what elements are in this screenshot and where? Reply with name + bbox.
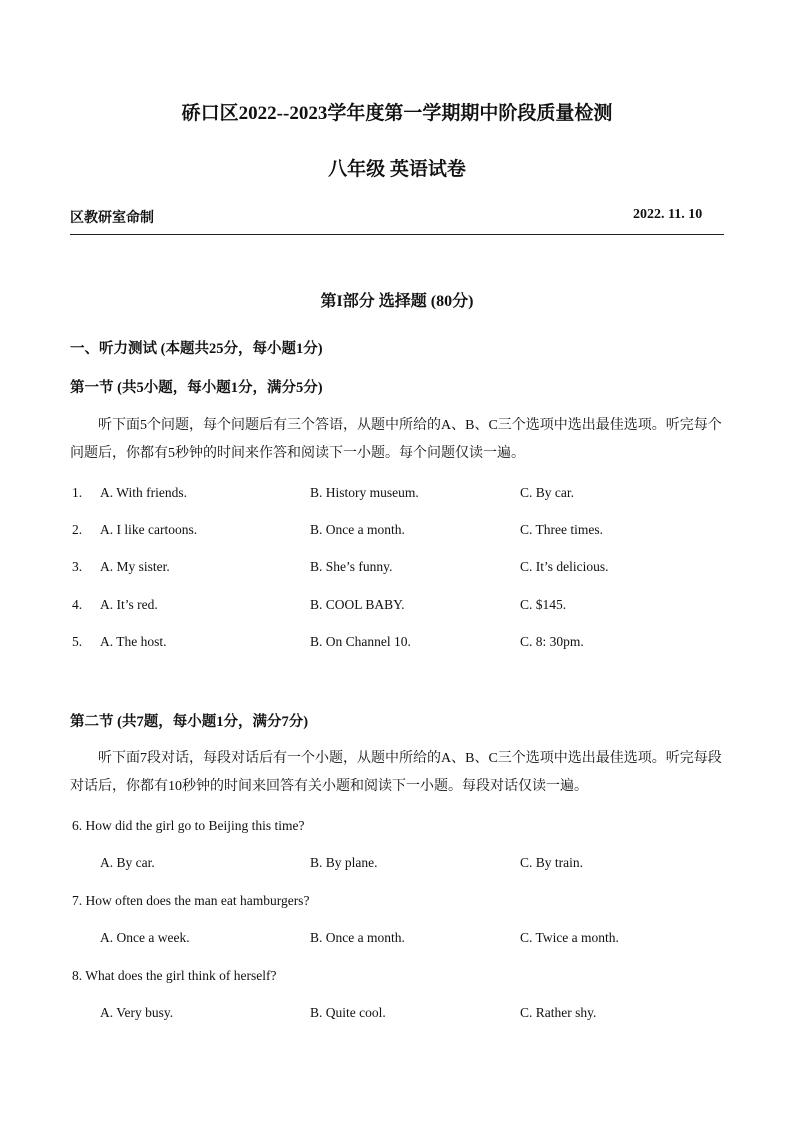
exam-subtitle: 八年级 英语试卷 [328,159,466,180]
option-a: A. My sister. [100,559,170,574]
option-c: C. Twice a month. [520,930,619,945]
option-b: B. Once a month. [310,930,405,945]
option-c: C. By train. [520,855,583,870]
option-b: B. Quite cool. [310,1005,386,1020]
subsection-1-title: 第一节 (共5小题，每小题1分，满分5分) [70,380,323,396]
question-text: 8. What does the girl think of herself? [72,968,277,983]
option-a: A. The host. [100,634,167,649]
option-a: A. With friends. [100,485,187,500]
option-c: C. By car. [520,485,574,500]
question-text: 6. How did the girl go to Beijing this time? [72,818,305,833]
option-a: A. Very busy. [100,1005,174,1020]
option-a: A. It’s red. [100,597,158,612]
option-c: C. It’s delicious. [520,559,609,574]
exam-author: 区教研室命制 [70,211,154,226]
header-divider [70,234,724,235]
option-a: A. I like cartoons. [100,522,198,537]
option-c: C. 8: 30pm. [520,634,584,649]
question-text: 7. How often does the man eat hamburgers? [72,893,310,908]
option-a: A. Once a week. [100,930,190,945]
subsection-2-instruction: 听下面7段对话，每段对话后有一个小题，从题中所给的A、B、C三个选项中选出最佳选项。听完每段对话后，你都有10秒钟的时间来回答有关小题和阅读下一小题。每段对话仅读一遍。 [70,751,722,794]
section-title: 一、听力测试 (本题共25分，每小题1分) [70,341,323,357]
question-number: 3. [72,559,83,574]
question-number: 5. [72,634,83,649]
option-b: B. History museum. [310,485,419,500]
question-number: 2. [72,522,83,537]
exam-date: 2022. 11. 10 [633,207,703,222]
subsection-2-title: 第二节 (共7题，每小题1分，满分7分) [70,714,309,730]
question-number: 4. [72,597,83,612]
subsection-1-instruction: 听下面5个问题，每个问题后有三个答语，从题中所给的A、B、C三个选项中选出最佳选项。听完每个问题后，你都有5秒钟的时间来作答和阅读下一小题。每个问题仅读一遍。 [70,418,722,461]
option-c: C. Three times. [520,522,603,537]
part-title: 第I部分 选择题 (80分) [320,293,474,310]
option-b: B. COOL BABY. [310,597,405,612]
option-b: B. She’s funny. [310,559,393,574]
option-b: B. By plane. [310,855,378,870]
option-a: A. By car. [100,855,155,870]
option-c: C. Rather shy. [520,1005,597,1020]
exam-title: 硚口区2022--2023学年度第一学期期中阶段质量检测 [181,103,613,124]
question-number: 1. [72,485,83,500]
option-c: C. $145. [520,597,567,612]
option-b: B. Once a month. [310,522,405,537]
option-b: B. On Channel 10. [310,634,411,649]
